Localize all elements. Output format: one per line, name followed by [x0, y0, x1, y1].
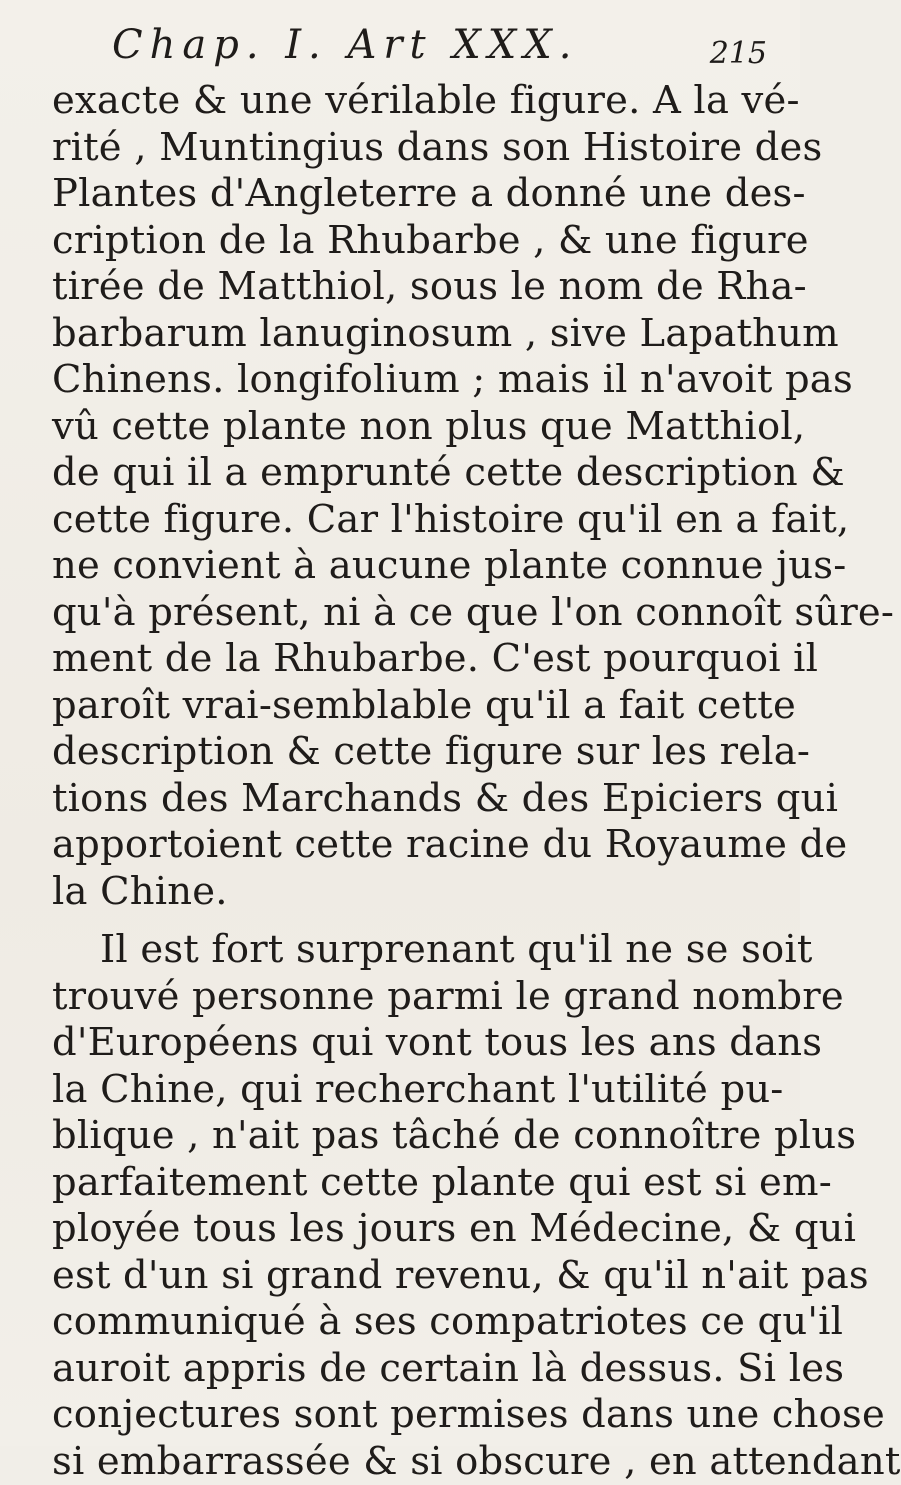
text-line: parfaitement cette plante qui est si em- [52, 1160, 764, 1207]
text-line: tirée de Matthiol, sous le nom de Rha- [52, 264, 764, 311]
text-line: d'Européens qui vont tous les ans dans [52, 1020, 764, 1067]
text-line: cette figure. Car l'histoire qu'il en a fait, [52, 497, 764, 544]
text-line: conjectures sont permises dans une chose [52, 1392, 764, 1439]
text-line: auroit appris de certain là dessus. Si les [52, 1346, 764, 1393]
paragraph [52, 78, 764, 915]
text-line: blique , n'ait pas tâché de connoître plus [52, 1113, 764, 1160]
text-line: Il est fort surprenant qu'il ne se soit [52, 927, 764, 974]
text-line: barbarum lanuginosum , sive Lapathum [52, 311, 764, 358]
text-line: tions des Marchands & des Epiciers qui [52, 776, 764, 823]
text-line: Chinens. longifolium ; mais il n'avoit pas [52, 357, 764, 404]
paragraph-gap [52, 915, 764, 927]
text-line: Plantes d'Angleterre a donné une des- [52, 171, 764, 218]
text-line: cription de la Rhubarbe , & une figure [52, 218, 764, 265]
text-line: communiqué à ses compatriotes ce qu'il [52, 1299, 764, 1346]
text-line: ployée tous les jours en Médecine, & qui [52, 1206, 764, 1253]
text-line: vû cette plante non plus que Matthiol, [52, 404, 764, 451]
text-line: la Chine. [52, 869, 764, 916]
chapter-heading: Chap. I. Art XXX. [112, 22, 578, 68]
text-line: exacte & une vérilable figure. A la vé- [52, 78, 764, 125]
text-line: trouvé personne parmi le grand nombre [52, 974, 764, 1021]
text-line: ne convient à aucune plante connue jus- [52, 543, 764, 590]
text-line: de qui il a emprunté cette description & [52, 450, 764, 497]
text-line: apportoient cette racine du Royaume de [52, 822, 764, 869]
text-line: paroît vrai-semblable qu'il a fait cette [52, 683, 764, 730]
text-line: qu'à présent, ni à ce que l'on connoît sûre- [52, 590, 764, 637]
text-line: rité , Muntingius dans son Histoire des [52, 125, 764, 172]
paragraph [52, 927, 764, 1485]
text-line: la Chine, qui recherchant l'utilité pu- [52, 1067, 764, 1114]
text-line: si embarrassée & si obscure , en attendant [52, 1439, 764, 1485]
text-line: description & cette figure sur les rela- [52, 729, 764, 776]
text-line: ment de la Rhubarbe. C'est pourquoi il [52, 636, 764, 683]
text-line: est d'un si grand revenu, & qu'il n'ait pas [52, 1253, 764, 1300]
body-text [52, 78, 764, 1485]
page-number: 215 [710, 36, 767, 71]
running-head [112, 22, 767, 78]
